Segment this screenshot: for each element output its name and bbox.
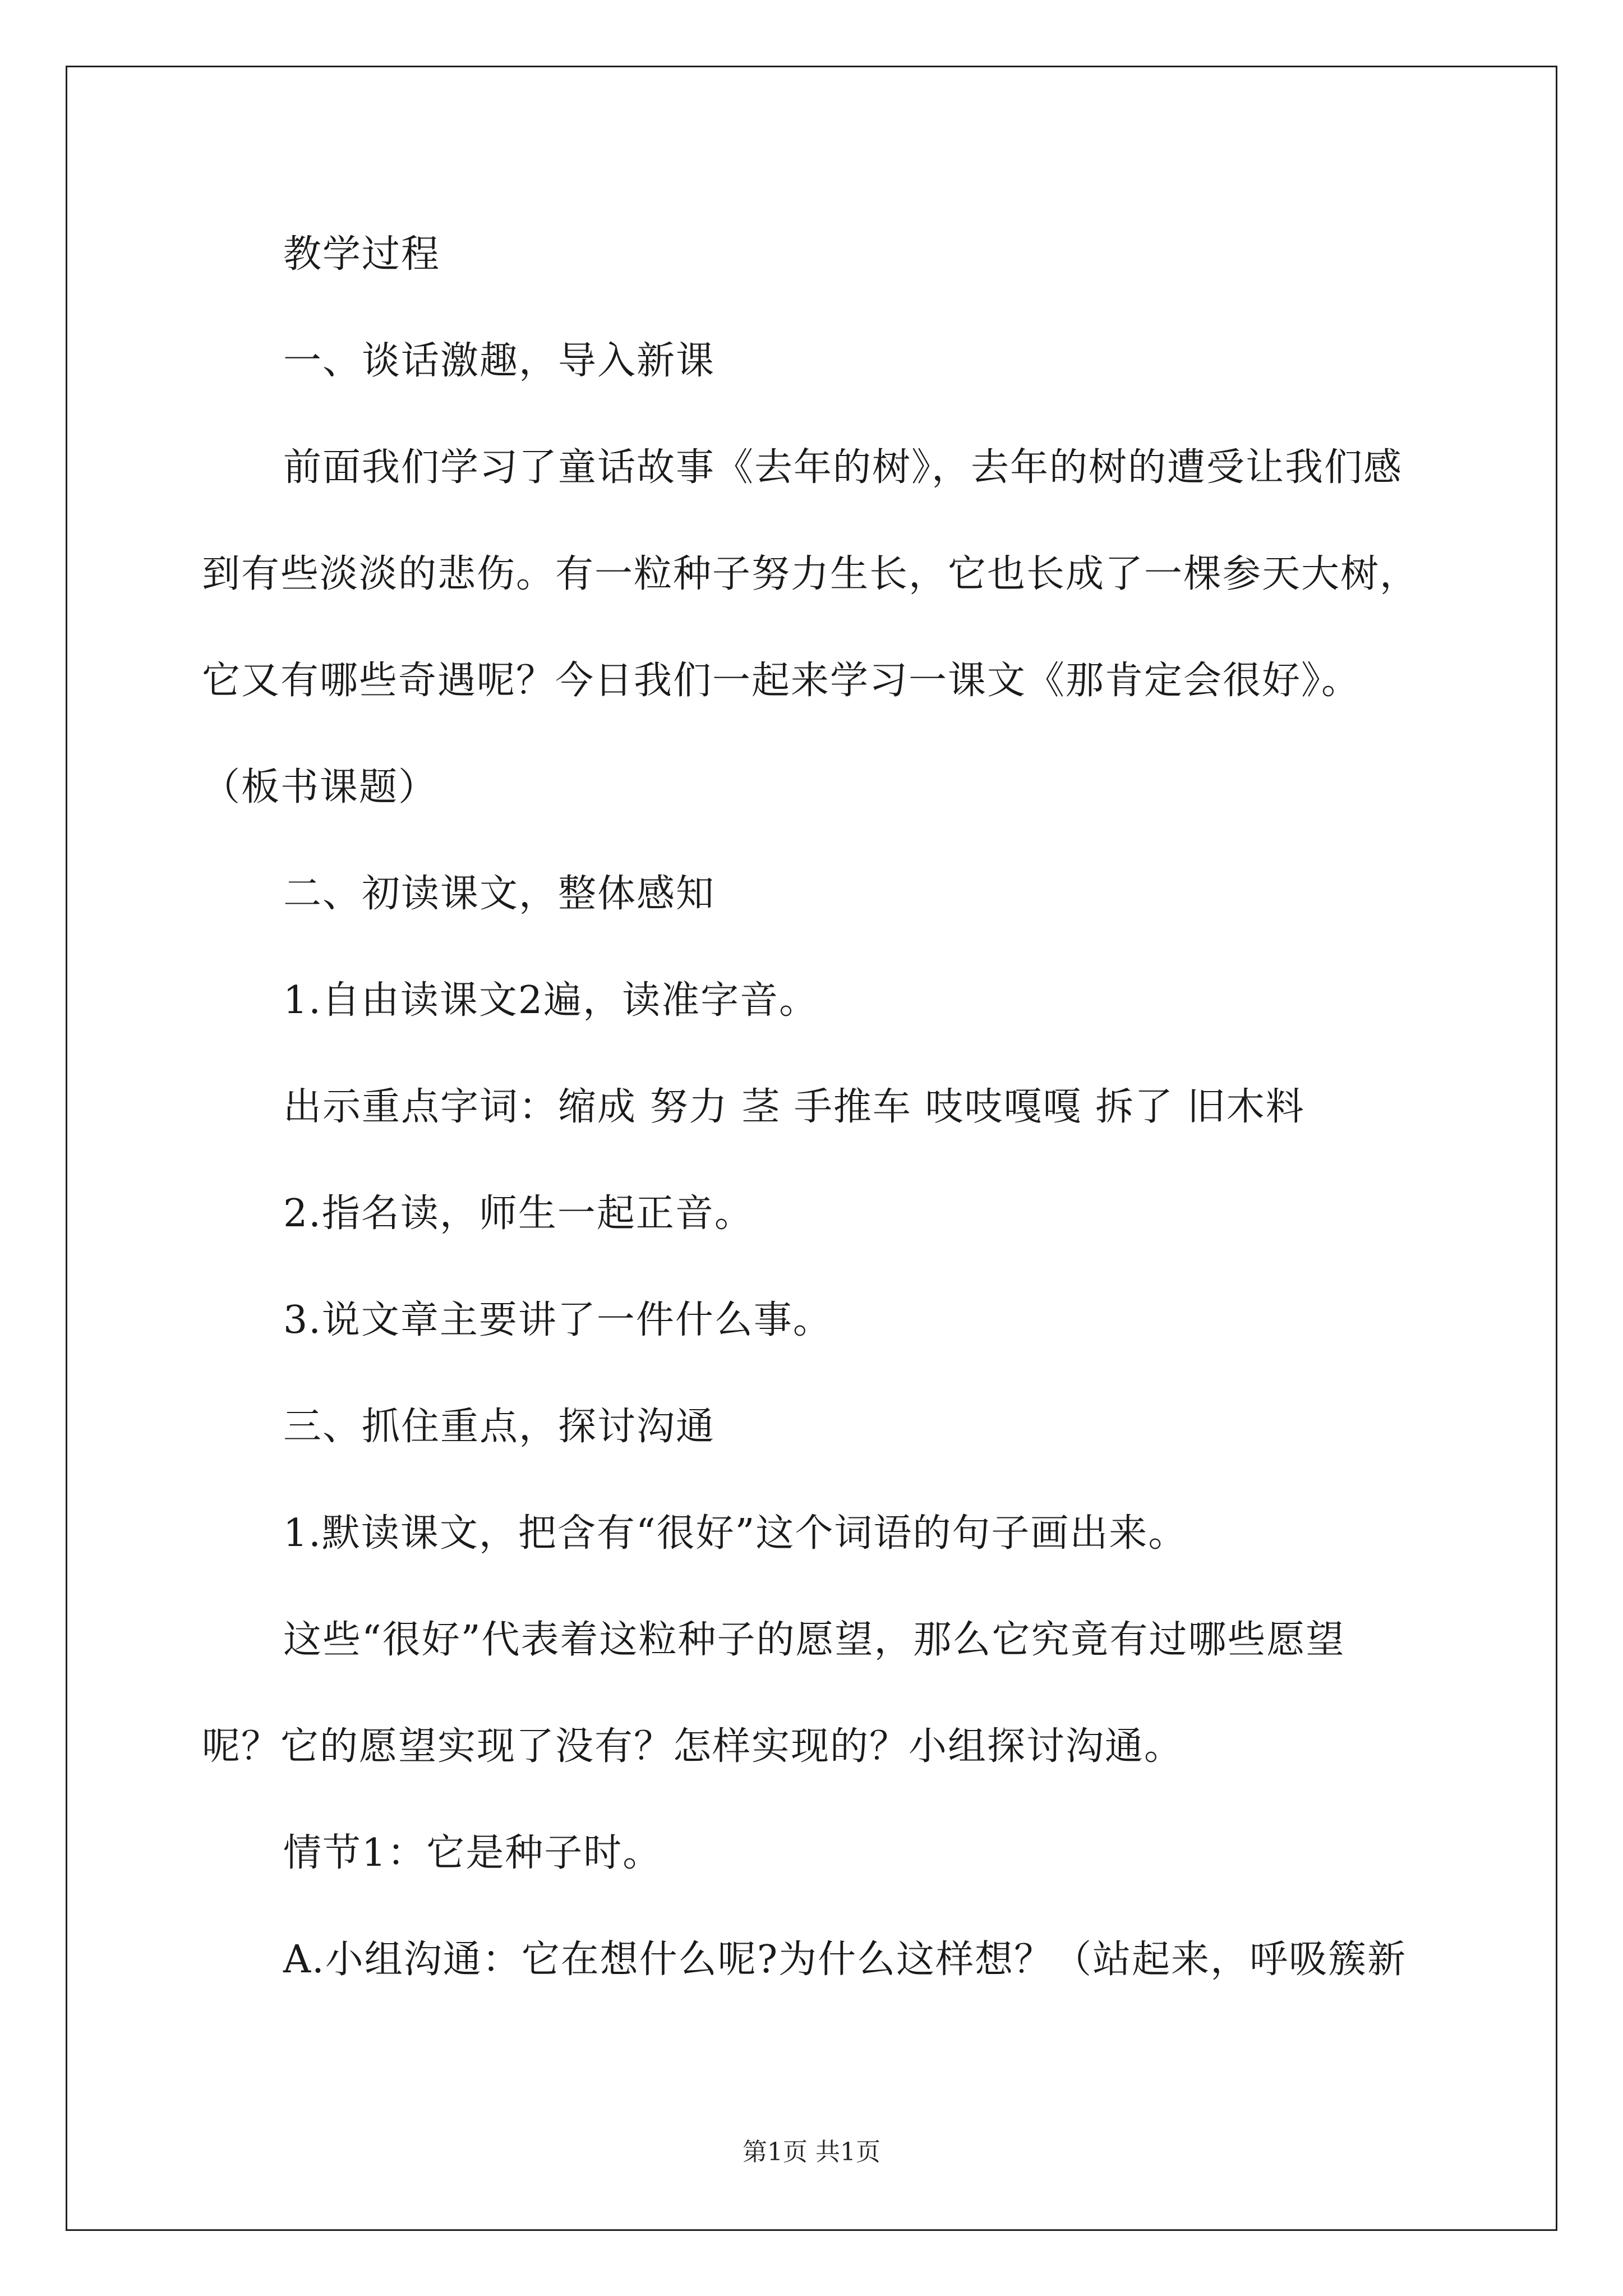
section-heading: 三、抓住重点，探讨沟通 bbox=[283, 1405, 716, 1449]
key-words-line: 出示重点字词：缩成 努力 茎 手推车 吱吱嘎嘎 拆了 旧木料 bbox=[283, 1085, 1305, 1129]
text-line: 教学过程 bbox=[283, 232, 441, 277]
list-item: 3.说文章主要讲了一件什么事。 bbox=[283, 1298, 832, 1342]
paragraph-line: 到有些淡淡的悲伤。有一粒种子努力生长，它也长成了一棵参天大树， bbox=[202, 552, 1419, 596]
page-number-footer: 第1页 共1页 bbox=[743, 2138, 880, 2166]
paragraph-line: 情节1：它是种子时。 bbox=[283, 1831, 662, 1875]
paragraph-line: A.小组沟通：它在想什么呢?为什么这样想？（站起来，呼吸簇新 bbox=[283, 1938, 1407, 1982]
paragraph-line: （板书课题） bbox=[202, 765, 438, 809]
list-item: 2.指名读，师生一起正音。 bbox=[283, 1191, 754, 1236]
section-heading: 二、初读课文，整体感知 bbox=[283, 872, 716, 916]
paragraph-line: 它又有哪些奇遇呢？今日我们一起来学习一课文《那肯定会很好》。 bbox=[202, 659, 1361, 703]
paragraph-line: 这些“很好”代表着这粒种子的愿望，那么它究竟有过哪些愿望 bbox=[283, 1618, 1345, 1662]
paragraph-line: 呢？它的愿望实现了没有？怎样实现的？小组探讨沟通。 bbox=[202, 1724, 1184, 1769]
section-heading: 一、谈话激趣，导入新课 bbox=[283, 339, 716, 383]
list-item: 1.默读课文，把含有“很好”这个词语的句子画出来。 bbox=[283, 1511, 1188, 1556]
page-border bbox=[66, 66, 1557, 2231]
paragraph-line: 前面我们学习了童话故事《去年的树》，去年的树的遭受让我们感 bbox=[283, 445, 1403, 490]
list-item: 1.自由读课文2遍，读准字音。 bbox=[283, 978, 819, 1023]
